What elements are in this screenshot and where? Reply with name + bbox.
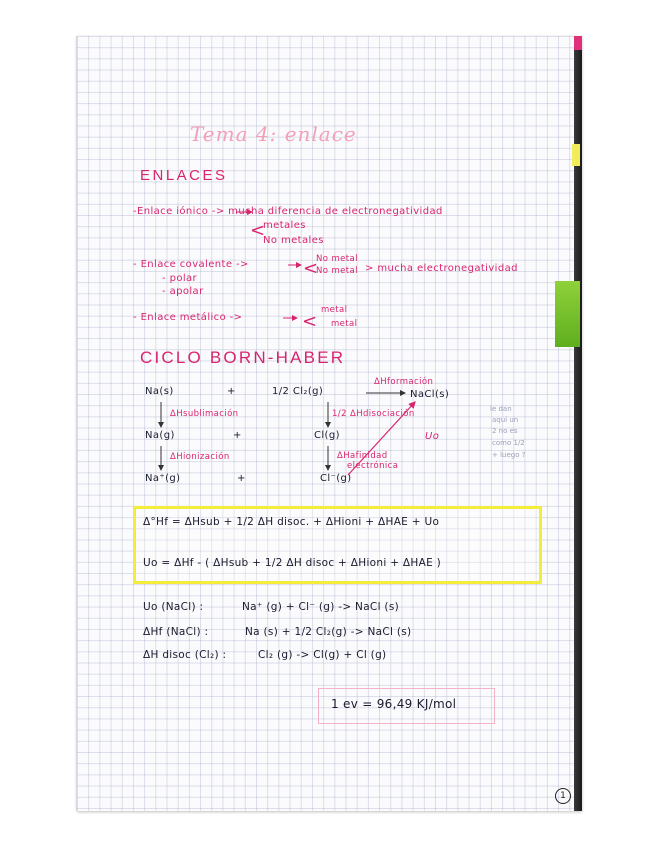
formula-uo: Uo = ΔHf - ( ΔHsub + 1/2 ΔH disoc + ΔHioni + ΔHAE ) <box>143 557 442 569</box>
dh-ionizacion-label: ΔHionización <box>170 452 230 462</box>
half-cl2: 1/2 Cl₂(g) <box>272 386 324 397</box>
brace-metallic: < <box>302 311 318 332</box>
section-heading-enlaces: ENLACES <box>140 167 228 184</box>
reaction-eq-1: Na⁺ (g) + Cl⁻ (g) -> NaCl (s) <box>242 601 399 613</box>
na-gas: Na(g) <box>145 430 175 441</box>
faint-note-2: aquí un <box>492 416 519 424</box>
page-number: 1 <box>555 788 571 804</box>
covalent-sub1: No metal <box>316 254 358 264</box>
covalent-sub2: No metal <box>316 266 358 276</box>
plus-sign: + <box>233 430 242 441</box>
ionic-sub-metales: metales <box>263 220 306 231</box>
nacl-solid: NaCl(s) <box>410 389 450 400</box>
ionic-line: -Enlace iónico -> mucha diferencia de electronegatividad <box>133 206 443 217</box>
faint-note-4: como 1/2 <box>492 439 525 447</box>
uo-label: Uo <box>425 431 440 442</box>
faint-note-1: le dan <box>490 405 512 413</box>
cl-gas: Cl(g) <box>314 430 340 441</box>
reaction-label-3: ΔH disoc (Cl₂) : <box>143 649 227 661</box>
apolar-item: - apolar <box>162 286 204 297</box>
na-solid: Na(s) <box>145 386 174 397</box>
ionic-sub-no-metales: No metales <box>263 235 324 246</box>
faint-note-5: + luego ? <box>492 451 526 459</box>
dh-disociacion-label: 1/2 ΔHdisociación <box>332 409 415 419</box>
cl-minus-ion: Cl⁻(g) <box>320 473 352 484</box>
plus-sign: + <box>237 473 246 484</box>
dh-afinidad-label: ΔHafinidad <box>337 451 388 461</box>
polar-item: - polar <box>162 273 198 284</box>
section-heading-born-haber: CICLO BORN-HABER <box>140 348 346 367</box>
formula-dhf: Δ°Hf = ΔHsub + 1/2 ΔH disoc. + ΔHioni + ΔHAE + Uo <box>143 516 440 528</box>
dh-formacion-label: ΔHformación <box>374 377 434 387</box>
page-title: Tema 4: enlace <box>190 122 357 146</box>
reaction-label-2: ΔHf (NaCl) : <box>143 626 209 638</box>
covalent-tail: > mucha electronegatividad <box>365 263 518 274</box>
conversion-text: 1 ev = 96,49 KJ/mol <box>331 697 457 711</box>
reaction-label-1: Uo (NaCl) : <box>143 601 204 613</box>
brace-ionic: < <box>250 220 266 241</box>
dh-sublimacion-label: ΔHsublimación <box>170 409 239 419</box>
plus-sign: + <box>227 386 236 397</box>
covalent-line: - Enlace covalente -> <box>133 259 249 270</box>
reaction-eq-2: Na (s) + 1/2 Cl₂(g) -> NaCl (s) <box>245 626 412 638</box>
arrow-uo <box>348 402 415 475</box>
dh-afinidad-label-2: electrónica <box>347 461 399 471</box>
faint-note-3: 2 no es <box>492 427 518 435</box>
brace-covalent: < <box>303 258 319 279</box>
metallic-sub1: metal <box>321 305 348 315</box>
metallic-sub2: metal <box>331 319 358 329</box>
reaction-eq-3: Cl₂ (g) -> Cl(g) + Cl (g) <box>258 649 387 661</box>
na-plus-ion: Na⁺(g) <box>145 473 181 484</box>
metallic-line: - Enlace metálico -> <box>133 312 243 323</box>
